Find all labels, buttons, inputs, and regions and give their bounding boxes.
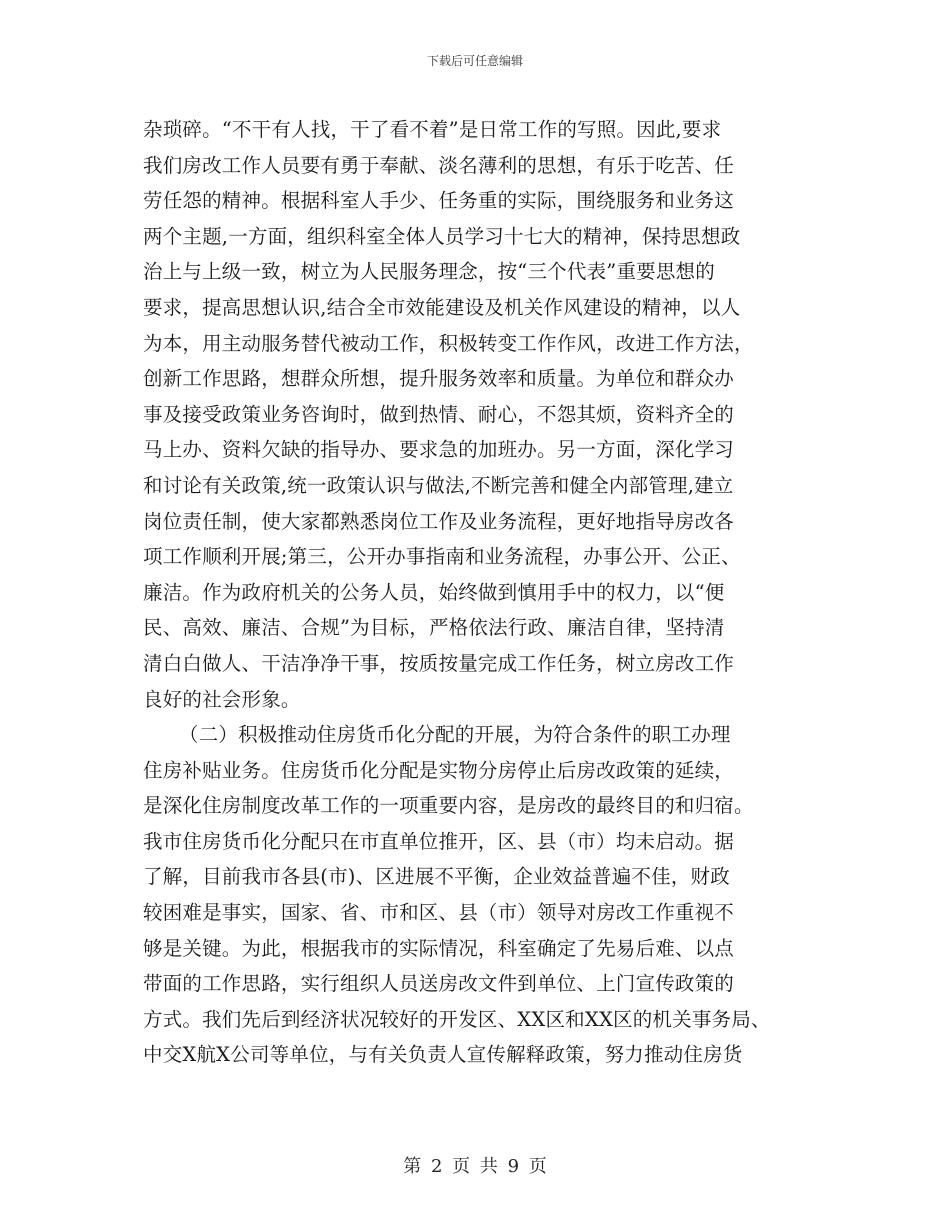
text-line: 是深化住房制度改革工作的一项重要内容，是房改的最终目的和归宿。	[143, 794, 754, 818]
text-line: 够是关键。为此，根据我市的实际情况，科室确定了先易后难、以点	[143, 936, 735, 960]
text-line: 两个主题,一方面，组织科室全体人员学习十七大的精神，保持思想政	[143, 224, 741, 248]
page-number-footer: 第 2 页 共 9 页	[403, 1156, 547, 1177]
text-line: 民、高效、廉洁、合规”为目标，严格依法行政、廉洁自律，坚持清	[143, 616, 725, 640]
document-body	[143, 112, 823, 1073]
text-line: 为本，用主动服务替代被动工作，积极转变工作作风，改进工作方法，	[143, 331, 754, 355]
text-line: 治上与上级一致，树立为人民服务理念，按“三个代表”重要思想的	[143, 260, 715, 284]
section-heading-line: （二）积极推动住房货币化分配的开展，为符合条件的职工办理	[179, 723, 731, 747]
text-line: 良好的社会形象。	[143, 687, 301, 711]
text-line: 杂琐碎。“不干有人找，干了看不着”是日常工作的写照。因此,要求	[143, 118, 722, 141]
text-line: 我们房改工作人员要有勇于奉献、淡名薄利的思想，有乐于吃苦、任	[143, 153, 735, 177]
page-header: 下载后可任意编辑	[426, 54, 523, 68]
text-line: 住房补贴业务。住房货币化分配是实物分房停止后房改政策的延续，	[143, 758, 735, 782]
text-line: 和讨论有关政策,统一政策认识与做法,不断完善和健全内部管理,建立	[143, 473, 734, 497]
text-line: 项工作顺利开展;第三，公开办事指南和业务流程，办事公开、公正、	[143, 545, 741, 569]
text-line: 我市住房货币化分配只在市直单位推开，区、县（市）均未启动。据	[143, 829, 735, 853]
text-line: 廉洁。作为政府机关的公务人员，始终做到慎用手中的权力，以“便	[143, 580, 725, 604]
text-line: 岗位责任制，使大家都熟悉岗位工作及业务流程，更好地指导房改各	[143, 509, 735, 533]
text-line: 带面的工作思路，实行组织人员送房改文件到单位、上门宣传政策的	[143, 972, 735, 996]
text-line: 马上办、资料欠缺的指导办、要求急的加班办。另一方面，深化学习	[143, 438, 735, 462]
text-line: 劳任怨的精神。根据科室人手少、任务重的实际，围绕服务和业务这	[143, 189, 735, 213]
text-line: 要求，提高思想认识,结合全市效能建设及机关作风建设的精神，以人	[143, 295, 741, 319]
text-line: 创新工作思路，想群众所想，提升服务效率和质量。为单位和群众办	[143, 367, 735, 391]
text-line: 方式。我们先后到经济状况较好的开发区、XX区和XX区的机关事务局、	[143, 1007, 771, 1031]
text-line: 清白白做人、干洁净净干事，按质按量完成工作任务，树立房改工作	[143, 651, 735, 675]
text-line: 较困难是事实，国家、省、市和区、县（市）领导对房改工作重视不	[143, 901, 735, 925]
text-line: 了解，目前我市各县(市)、区进展不平衡，企业效益普遍不佳，财政	[143, 865, 730, 889]
text-line: 事及接受政策业务咨询时，做到热情、耐心，不怨其烦，资料齐全的	[143, 402, 735, 426]
text-line: 中交X航X公司等单位，与有关负责人宣传解释政策，努力推动住房货	[143, 1043, 743, 1067]
